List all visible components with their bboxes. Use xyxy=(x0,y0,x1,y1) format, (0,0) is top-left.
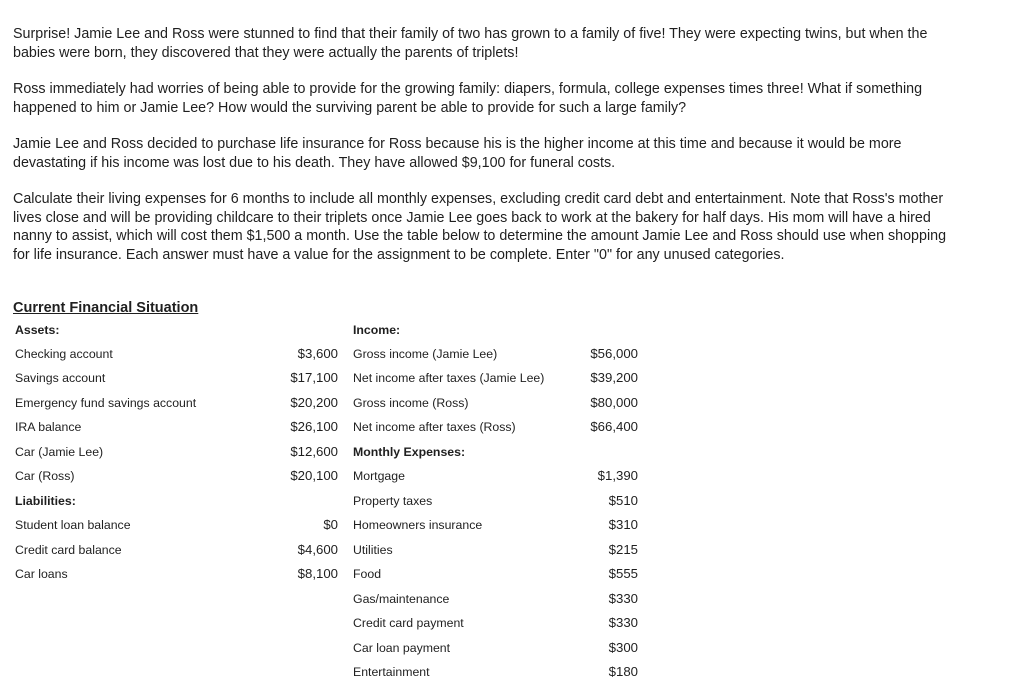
income-label: Gross income (Ross) xyxy=(353,396,469,410)
asset-value: $20,100 xyxy=(290,468,338,483)
intro-paragraph: Surprise! Jamie Lee and Ross were stunned to find that their family of two has grown to a family of five! They were expecting twins, but when the babies were born, they discovered that they were actually the parents of triplets! xyxy=(13,26,928,61)
income-header: Income: xyxy=(353,323,401,337)
expense-value: $215 xyxy=(608,542,638,557)
table-title: Current Financial Situation xyxy=(13,300,199,316)
asset-label: Emergency fund savings account xyxy=(15,396,197,410)
expense-value: $555 xyxy=(608,566,638,581)
expense-label: Entertainment xyxy=(353,665,430,679)
asset-label: Car (Ross) xyxy=(15,469,75,483)
liabilities-header: Liabilities: xyxy=(15,494,76,508)
income-label: Net income after taxes (Jamie Lee) xyxy=(353,371,545,385)
instructions-paragraph: Calculate their living expenses for 6 months to include all monthly expenses, excluding credit card debt and entertainment. Note that Ross's mother lives close and will be providing childcare to their triplets once Jamie Lee goes back to work at the bakery for half days. His mom will have a hired nanny to assist, which will cost them $1,500 a month. Use the table below to determine the amount Jamie Lee and Ross should use when shopping for life insurance. Each answer must have a value for the assignment to be complete. Enter "0" for any unused categories. xyxy=(13,191,947,263)
income-label: Gross income (Jamie Lee) xyxy=(353,347,498,361)
asset-label: Savings account xyxy=(15,371,106,385)
expense-value: $180 xyxy=(608,664,638,679)
worries-paragraph: Ross immediately had worries of being able to provide for the growing family: diapers, formula, college expenses times three! What if something happened to him or Jamie Lee? How would the surviving parent be able to provide for such a large family? xyxy=(13,81,923,116)
asset-label: Car (Jamie Lee) xyxy=(15,445,104,459)
asset-value: $20,200 xyxy=(290,395,338,410)
liability-value: $8,100 xyxy=(297,566,338,581)
asset-value: $26,100 xyxy=(290,419,338,434)
decision-paragraph: Jamie Lee and Ross decided to purchase life insurance for Ross because his is the higher income at this time and because it would be more devastating if his income was lost due to his death. They have allowed $9,100 for funeral costs. xyxy=(13,136,902,171)
expense-value: $310 xyxy=(608,517,638,532)
income-value: $39,200 xyxy=(590,370,638,385)
asset-value: $3,600 xyxy=(297,346,338,361)
expense-value: $330 xyxy=(608,615,638,630)
expense-value: $510 xyxy=(608,493,638,508)
asset-value: $17,100 xyxy=(290,370,338,385)
liability-label: Car loans xyxy=(15,567,68,581)
expense-label: Utilities xyxy=(353,543,393,557)
expense-value: $1,390 xyxy=(597,468,638,483)
liability-value: $0 xyxy=(323,517,338,532)
expense-label: Gas/maintenance xyxy=(353,592,450,606)
expense-value: $330 xyxy=(608,591,638,606)
expense-label: Homeowners insurance xyxy=(353,518,483,532)
liability-label: Credit card balance xyxy=(15,543,122,557)
income-value: $80,000 xyxy=(590,395,638,410)
income-value: $56,000 xyxy=(590,346,638,361)
expense-value: $300 xyxy=(608,640,638,655)
income-label: Net income after taxes (Ross) xyxy=(353,420,516,434)
liability-value: $4,600 xyxy=(297,542,338,557)
liability-label: Student loan balance xyxy=(15,518,131,532)
expense-label: Property taxes xyxy=(353,494,433,508)
assets-header: Assets: xyxy=(15,323,60,337)
asset-label: IRA balance xyxy=(15,420,82,434)
expense-label: Car loan payment xyxy=(353,641,451,655)
income-value: $66,400 xyxy=(590,419,638,434)
expense-label: Mortgage xyxy=(353,469,405,483)
expense-label: Food xyxy=(353,567,382,581)
asset-value: $12,600 xyxy=(290,444,338,459)
expenses-header: Monthly Expenses: xyxy=(353,445,466,459)
expense-label: Credit card payment xyxy=(353,616,464,630)
asset-label: Checking account xyxy=(15,347,113,361)
